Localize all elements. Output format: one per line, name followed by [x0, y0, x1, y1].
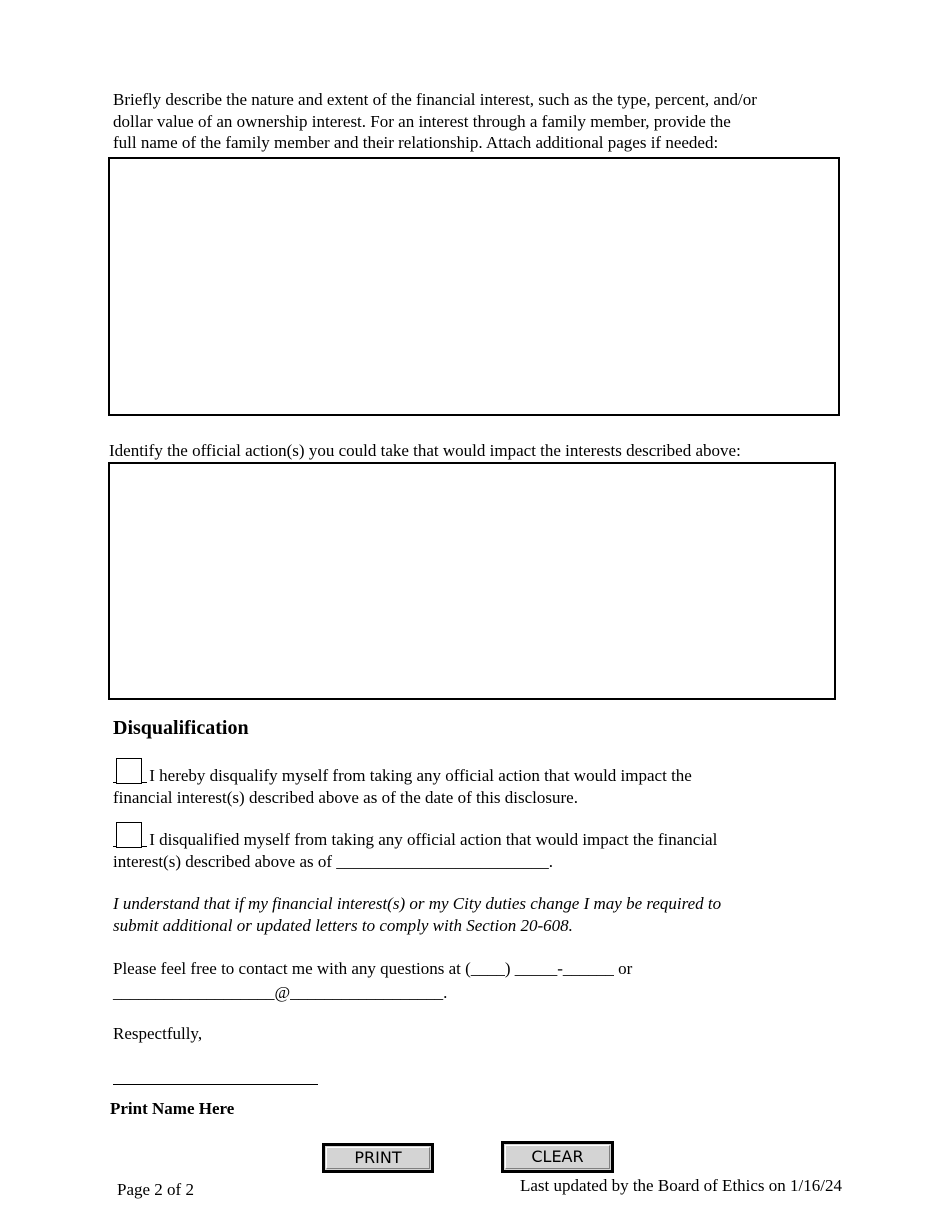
- interest-prompt: [113, 89, 893, 154]
- interest-description-field[interactable]: [108, 157, 840, 416]
- disqualify-option-1-line-2: financial interest(s) described above as of the date of this disclosure.: [113, 787, 578, 807]
- disqualified-past-checkbox-wrap: [113, 828, 145, 848]
- action-prompt: Identify the official action(s) you could take that would impact the interests described above:: [109, 441, 741, 460]
- print-name-label: Print Name Here: [110, 1099, 235, 1118]
- acknowledgement: [113, 893, 893, 936]
- official-action-field[interactable]: [108, 462, 836, 700]
- disqualify-now-checkbox[interactable]: [116, 758, 142, 784]
- print-button-label: PRINT: [326, 1147, 430, 1169]
- disqualify-now-checkbox-wrap: [113, 764, 145, 784]
- disqualify-option-2-line-1: I disqualified myself from taking any official action that would impact the financial: [145, 830, 718, 849]
- contact-line-2: ___________________@__________________.: [113, 983, 448, 1002]
- contact-line-1: Please feel free to contact me with any questions at (____) _____-______ or: [113, 959, 633, 978]
- page-number: Page 2 of 2: [117, 1180, 194, 1199]
- print-button[interactable]: [322, 1143, 434, 1173]
- closing: Respectfully,: [113, 1024, 203, 1043]
- disqualify-option-1-line-1: I hereby disqualify myself from taking any official action that would impact the: [145, 766, 692, 785]
- clear-button[interactable]: [501, 1141, 614, 1173]
- signature-line[interactable]: [113, 1084, 318, 1085]
- disqualify-option-2: [113, 828, 893, 872]
- acknowledgement-line-1: I understand that if my financial interest(s) or my City duties change I may be required to: [113, 894, 722, 913]
- acknowledgement-line-2: submit additional or updated letters to comply with Section 20-608.: [113, 915, 573, 935]
- clear-button-label: CLEAR: [505, 1145, 610, 1169]
- last-updated: Last updated by the Board of Ethics on 1/16/24: [520, 1176, 842, 1195]
- disqualify-option-1: [113, 764, 893, 808]
- disqualify-option-2-line-2: interest(s) described above as of _________________________.: [113, 851, 554, 871]
- disqualification-heading: Disqualification: [113, 717, 249, 739]
- interest-prompt-line-3: full name of the family member and their relationship. Attach additional pages if needed:: [113, 133, 719, 152]
- interest-prompt-line-2: dollar value of an ownership interest. For an interest through a family member, provide the: [113, 111, 731, 131]
- disqualified-past-checkbox[interactable]: [116, 822, 142, 848]
- contact-info: [113, 957, 893, 1005]
- interest-prompt-line-1: Briefly describe the nature and extent of the financial interest, such as the type, percent, and/or: [113, 90, 757, 109]
